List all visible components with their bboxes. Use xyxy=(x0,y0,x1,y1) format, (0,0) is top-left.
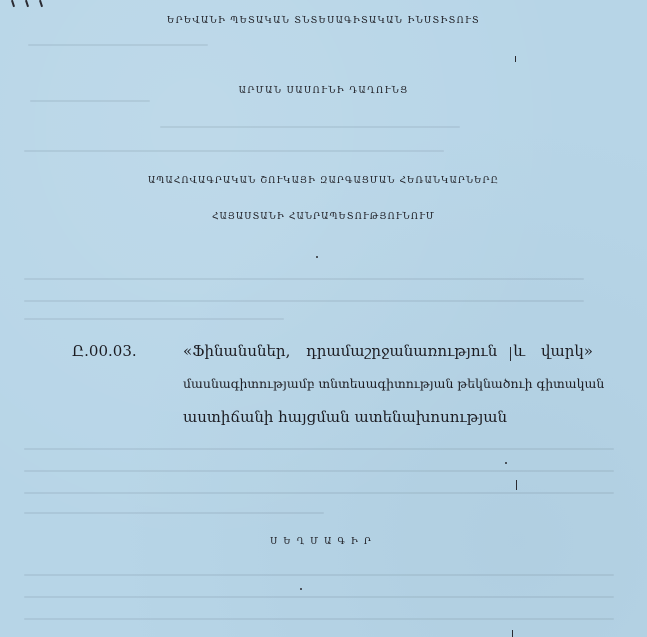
show-through-line xyxy=(24,470,614,472)
scan-mark xyxy=(516,480,517,490)
show-through-line xyxy=(24,618,614,620)
abstract-heading: ՍԵՂՄԱԳԻՐ xyxy=(270,537,377,547)
specialty-code: Ը.00.03. xyxy=(72,342,137,360)
show-through-line xyxy=(24,278,584,280)
specialty-line-1 xyxy=(183,342,593,360)
scan-mark xyxy=(510,347,511,361)
show-through-line xyxy=(24,448,614,450)
scan-mark xyxy=(39,0,43,7)
show-through-line xyxy=(24,574,614,576)
author-name: ԱՐՄԱՆ ՍԱՍՈՒՆԻ ԴԱՂՈՒՆՑ xyxy=(238,86,409,96)
scan-mark xyxy=(515,56,516,62)
specialty-word: դրամաշրջանառություն xyxy=(306,342,498,360)
scan-dot xyxy=(300,588,302,590)
title-line-2: ՀԱՅԱՍՏԱՆԻ ՀԱՆՐԱՊԵՏՈՒԹՅՈՒՆՈՒՄ xyxy=(211,212,436,222)
scan-mark xyxy=(25,0,29,7)
specialty-word: վարկ» xyxy=(541,342,593,360)
specialty-line-3: աստիճանի հայցման ատենախոսության xyxy=(183,408,508,426)
title-line-1: ԱՊԱՀՈՎԱԳՐԱԿԱՆ ՇՈՒԿԱՅԻ ԶԱՐԳԱՑՄԱՆ ՀԵՌԱՆԿԱՐՆԵՐԸ xyxy=(148,176,499,186)
show-through-line xyxy=(28,44,208,46)
scan-dot xyxy=(316,256,318,258)
show-through-line xyxy=(24,492,614,494)
specialty-line-2: մասնագիտությամբ տնտեսագիտության թեկնածուի գիտական xyxy=(183,376,605,391)
scan-mark xyxy=(512,630,513,637)
show-through-line xyxy=(24,150,444,152)
institution-name: ԵՐԵՎԱՆԻ ՊԵՏԱԿԱՆ ՏՆՏԵՍԱԳԻՏԱԿԱՆ ԻՆՍՏԻՏՈՒՏ xyxy=(167,16,480,26)
specialty-word: և xyxy=(513,342,526,360)
show-through-line xyxy=(24,318,284,320)
show-through-line xyxy=(24,596,614,598)
show-through-line xyxy=(160,126,460,128)
show-through-line xyxy=(24,300,584,302)
specialty-word: «Ֆինանսներ, xyxy=(183,342,291,360)
show-through-line xyxy=(30,100,150,102)
scan-dot xyxy=(505,462,507,464)
scan-mark xyxy=(11,0,15,7)
show-through-line xyxy=(24,512,324,514)
